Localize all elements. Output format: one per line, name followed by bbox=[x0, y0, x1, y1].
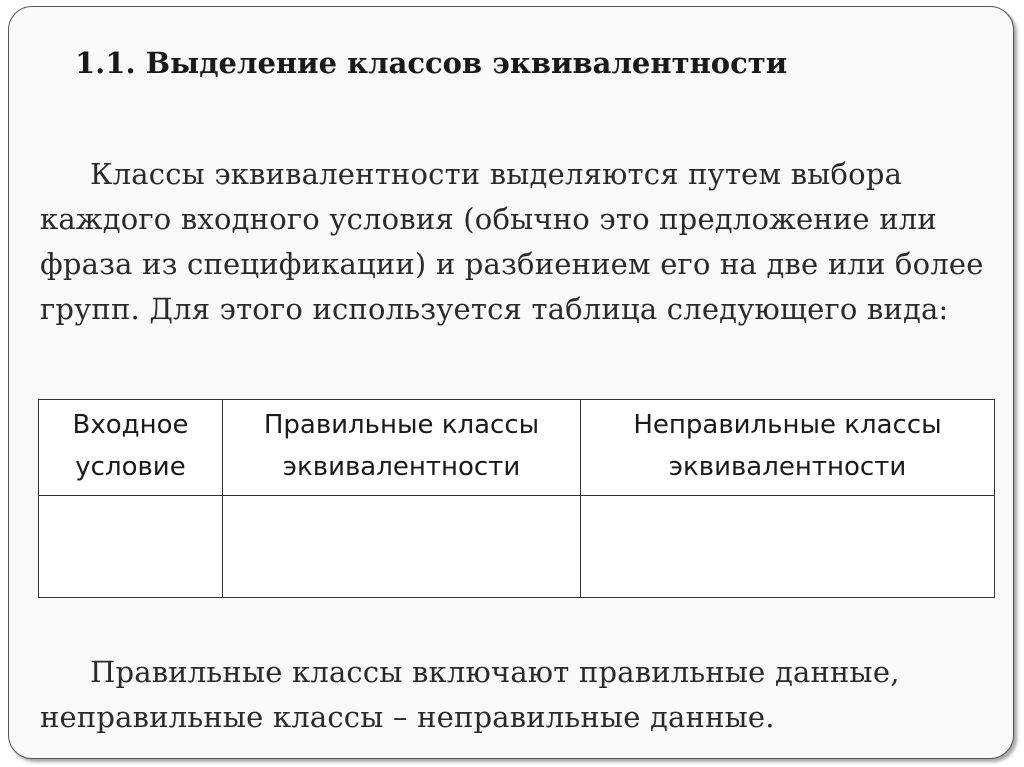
table-row bbox=[39, 496, 995, 598]
table-cell-valid-classes bbox=[223, 496, 581, 598]
equivalence-classes-table bbox=[38, 399, 995, 598]
header-invalid-classes: Неправильные классы эквивалентности bbox=[581, 400, 995, 496]
table-cell-input-condition bbox=[39, 496, 223, 598]
slide-frame bbox=[8, 6, 1014, 759]
header-valid-classes: Правильные классы эквивалентности bbox=[223, 400, 581, 496]
conclusion-paragraph: Правильные классы включают правильные данные, неправильные классы – неправильные данные. bbox=[40, 655, 900, 734]
slide-title: 1.1. Выделение классов эквивалентности bbox=[75, 46, 788, 80]
header-input-condition: Входное условие bbox=[39, 400, 223, 496]
table-cell-invalid-classes bbox=[581, 496, 995, 598]
intro-paragraph: Классы эквивалентности выделяются путем выбора каждого входного условия (обычно это предложение или фраза из спецификации) и разбиением его на две или более групп. Для этого используется таблица следующего вида: bbox=[40, 157, 984, 326]
table-header-row bbox=[39, 400, 995, 496]
